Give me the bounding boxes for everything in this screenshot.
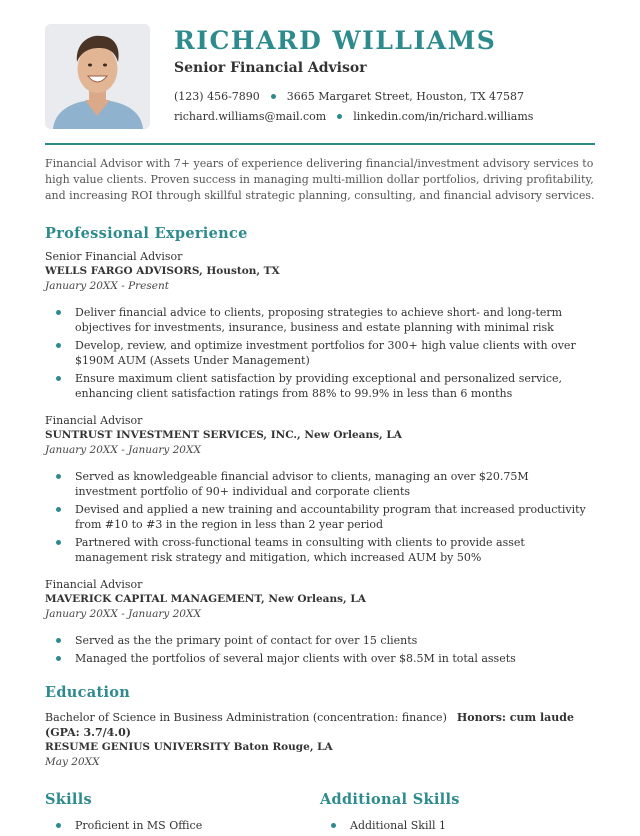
skill-item: Additional Skill 1 bbox=[350, 818, 595, 833]
section-title-skills: Skills bbox=[45, 791, 93, 808]
job-bullets bbox=[45, 305, 595, 401]
phone-number: (123) 456-7890 bbox=[174, 90, 260, 103]
education-degree: Bachelor of Science in Business Administration (concentration: finance) bbox=[45, 711, 447, 724]
job-dates: January 20XX - Present bbox=[45, 280, 169, 292]
job-dates: January 20XX - January 20XX bbox=[45, 444, 201, 456]
section-title-experience: Professional Experience bbox=[45, 225, 248, 242]
job-bullet: Managed the portfolios of several major clients with over $8.5M in total assets bbox=[75, 651, 595, 666]
candidate-title: Senior Financial Advisor bbox=[174, 60, 367, 76]
job-bullet: Ensure maximum client satisfaction by providing exceptional and personalized service, enhancing client satisfaction ratings from 88% to 99.9% in less than 6 months bbox=[75, 371, 595, 401]
candidate-name: RICHARD WILLIAMS bbox=[174, 26, 497, 55]
email-link[interactable]: richard.williams@mail.com bbox=[174, 110, 327, 123]
job-bullets bbox=[45, 633, 595, 666]
job-entry bbox=[45, 249, 595, 401]
job-title: Financial Advisor bbox=[45, 414, 143, 427]
job-bullet: Served as the the primary point of contact for over 15 clients bbox=[75, 633, 595, 648]
skills-columns bbox=[45, 791, 595, 836]
separator-dot-icon bbox=[337, 114, 342, 119]
job-entry bbox=[45, 577, 595, 666]
skills-column bbox=[45, 791, 320, 836]
linkedin-link[interactable]: linkedin.com/in/richard.williams bbox=[353, 110, 534, 123]
job-entry bbox=[45, 413, 595, 565]
profile-photo bbox=[45, 24, 150, 129]
resume-header bbox=[174, 24, 610, 123]
job-bullet: Served as knowledgeable financial advisor to clients, managing an over $20.75M investment portfolio of 90+ individual and corporate clients bbox=[75, 469, 595, 499]
contact-row-2 bbox=[174, 110, 610, 123]
job-bullets bbox=[45, 469, 595, 565]
skills-list bbox=[45, 818, 320, 833]
job-company: WELLS FARGO ADVISORS, Houston, TX bbox=[45, 265, 280, 277]
section-title-additional-skills: Additional Skills bbox=[320, 791, 460, 808]
street-address: 3665 Margaret Street, Houston, TX 47587 bbox=[286, 90, 525, 103]
skill-item: Proficient in MS Office bbox=[75, 818, 320, 833]
section-title-education: Education bbox=[45, 684, 131, 701]
job-title: Senior Financial Advisor bbox=[45, 250, 183, 263]
profile-photo-image bbox=[45, 24, 150, 129]
education-honors: Honors: cum laude (GPA: 3.7/4.0) bbox=[45, 711, 574, 739]
education-entry bbox=[45, 710, 595, 770]
education-school: RESUME GENIUS UNIVERSITY Baton Rouge, LA bbox=[45, 741, 333, 753]
job-company: SUNTRUST INVESTMENT SERVICES, INC., New Orleans, LA bbox=[45, 429, 402, 441]
header-divider bbox=[45, 143, 595, 145]
separator-dot-icon bbox=[271, 94, 276, 99]
job-bullet: Deliver financial advice to clients, proposing strategies to achieve short- and long-term objectives for investments, insurance, business and estate planning with minimal risk bbox=[75, 305, 595, 335]
job-bullet: Develop, review, and optimize investment portfolios for 300+ high value clients with over $190M AUM (Assets Under Management) bbox=[75, 338, 595, 368]
professional-summary: Financial Advisor with 7+ years of experience delivering financial/investment advisory services to high value clients. Proven success in managing multi-million dollar portfolios, driving profitability, and increasing ROI through skillful strategic planning, consulting, and financial advisory services. bbox=[45, 157, 595, 202]
job-title: Financial Advisor bbox=[45, 578, 143, 591]
job-bullet: Devised and applied a new training and accountability program that increased productivity from #10 to #3 in the region in less than 2 year period bbox=[75, 502, 595, 532]
job-dates: January 20XX - January 20XX bbox=[45, 608, 201, 620]
job-company: MAVERICK CAPITAL MANAGEMENT, New Orleans, LA bbox=[45, 593, 366, 605]
contact-row-1 bbox=[174, 90, 610, 103]
additional-skills-column bbox=[320, 791, 595, 836]
education-degree-line bbox=[45, 710, 595, 740]
education-date: May 20XX bbox=[45, 756, 100, 768]
resume-body bbox=[45, 156, 595, 836]
additional-skills-list bbox=[320, 818, 595, 833]
job-bullet: Partnered with cross-functional teams in consulting with clients to provide asset management risk strategy and mitigation, which increased AUM by 50% bbox=[75, 535, 595, 565]
